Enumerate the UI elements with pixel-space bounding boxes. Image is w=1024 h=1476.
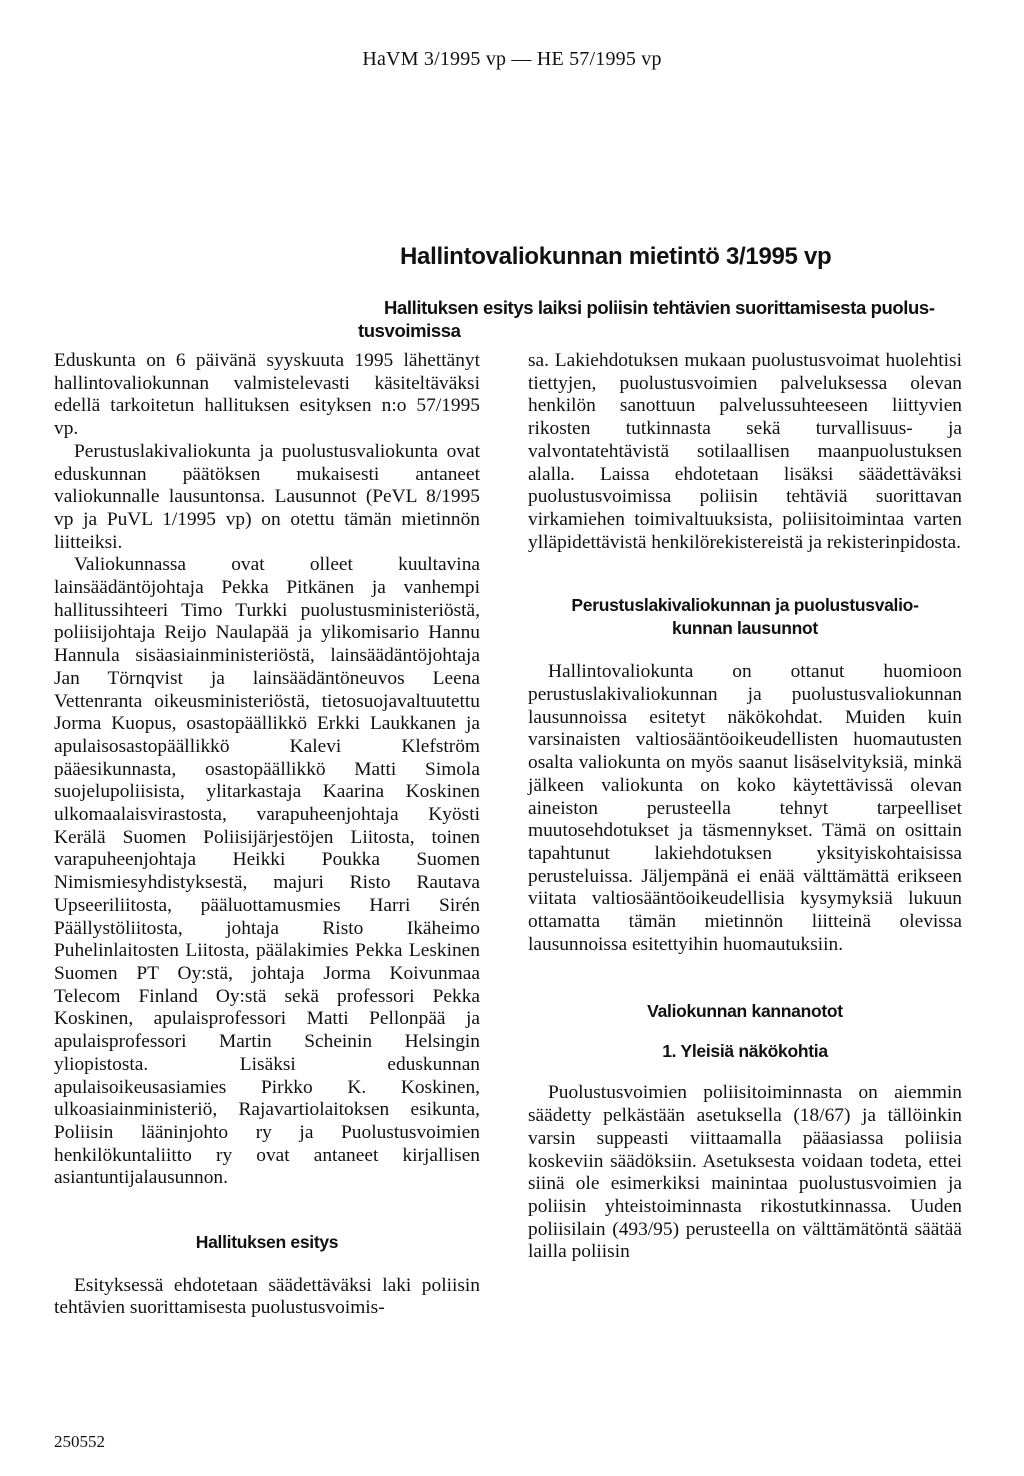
paragraph-proposal-continued: sa. Lakiehdotuksen mukaan puolustusvoimat huolehtisi tiettyjen, puolustusvoimien palveluksessa olevan henkilön sanottuun palvelussuhteeseen liittyvien rikosten tutkinnasta sekä turvallisuus- ja valvontatehtävistä sotilaallisen maanpuolustuksen alalla. Laissa ehdotetaan lisäksi säädettäväksi puolustusvoimissa poliisin tehtäviä suorittavan virkamiehen toimivaltuuksista, poliisitoimintaa varten ylläpidettävistä henkilörekistereistä ja rekisterinpidosta. bbox=[528, 350, 962, 553]
heading-hallituksen-esitys: Hallituksen esitys bbox=[195, 1232, 339, 1253]
paragraph-referral: Eduskunta on 6 päivänä syyskuuta 1995 lähettänyt hallintovaliokunnan valmistelevasti käsiteltäväksi edellä tarkoitetun hallituksen esityksen n:o 57/1995 vp. bbox=[54, 350, 480, 440]
subtitle-line-2: tusvoimissa bbox=[358, 320, 461, 341]
heading-committee-statements-line-1: Perustuslakivaliokunnan ja puolustusvalio- bbox=[571, 595, 919, 616]
right-column bbox=[528, 350, 962, 1264]
paragraph-considerations: Hallintovaliokunta on ottanut huomioon perustuslakivaliokunnan ja puolustusvaliokunnan lausunnoissa esitetyt näkökohdat. Muiden kuin varsinaisten valtiosääntöoikeudellisten huomautusten osalta valiokunta on myös saanut lisäselvityksiä, minkä jälkeen valiokunta on koko käytettävissä olevan aineiston perusteella tehnyt tarpeelliset muutosehdotukset ja täsmennykset. Tämä on osittain tapahtunut lakiehdotuksen yksityiskohtaisissa perusteluissa. Jäljempänä ei enää välttämättä erikseen viitata valtiosääntöoikeudellisia kysymyksiä lukuun ottamatta tämän mietinnön liitteinä olevissa lausunnoissa esitettyihin huomautuksiin. bbox=[528, 661, 962, 955]
paragraph-statements: Perustuslakivaliokunta ja puolustusvaliokunta ovat eduskunnan päätöksen mukaisesti antaneet valiokunnalle lausuntonsa. Lausunnot (PeVL 8/1995 vp ja PuVL 1/1995 vp) on otettu tämän mietinnön liitteiksi. bbox=[54, 440, 480, 553]
heading-committee-statements bbox=[528, 594, 962, 639]
subtitle-line-1: Hallituksen esitys laiksi poliisin tehtävien suorittamisesta puolus- bbox=[384, 297, 935, 318]
document-title: Hallintovaliokunnan mietintö 3/1995 vp bbox=[400, 243, 832, 270]
running-header: HaVM 3/1995 vp — HE 57/1995 vp bbox=[362, 48, 662, 70]
paragraph-experts: Valiokunnassa ovat olleet kuultavina lainsäädäntöjohtaja Pekka Pitkänen ja vanhempi hallitussihteeri Timo Turkki puolustusministeriöstä, poliisijohtaja Reijo Naulapää ja ylikomisario Hannu Hannula sisäasiainministeriöstä, lainsäädäntöjohtaja Jan Törnqvist ja lainsäädäntöneuvos Leena Vettenranta oikeusministeriöstä, tietosuojavaltuutettu Jorma Kuopus, osastopäällikkö Erkki Laukkanen ja apulaisosastopäällikkö Kalevi Klefström pääesikunnasta, osastopäällikkö Matti Simola suojelupoliisista, ylitarkastaja Kaarina Koskinen ulkomaalaisvirastosta, varapuheenjohtaja Kyösti Kerälä Suomen Poliisijärjestöjen Liitosta, toinen varapuheenjohtaja Heikki Poukka Suomen Nimismiesyhdistyksestä, majuri Risto Rautava Upseeriliitosta, pääluottamusmies Harri Sirén Päällystöliitosta, johtaja Risto Ikäheimo Puhelinlaitosten Liitosta, päälakimies Pekka Leskinen Suomen PT Oy:stä, johtaja Jorma Koivunmaa Telecom Finland Oy:stä sekä professori Pekka Koskinen, apulaisprofessori Matti Pellonpää ja apulaisprofessori Martin Scheinin Helsingin yliopistosta. Lisäksi eduskunnan apulaisoikeusasiamies Pirkko K. Koskinen, ulkoasiainministeriö, Rajavartiolaitoksen esikunta, Poliisin lääninjohto ry ja Puolustusvoimien henkilökuntaliitto ry ovat antaneet kirjallisen asiantuntijalausunnon. bbox=[54, 554, 480, 1189]
paragraph-proposal-start: Esityksessä ehdotetaan säädettäväksi laki poliisin tehtävien suorittamisesta puolustusvoimis- bbox=[54, 1274, 480, 1319]
heading-committee-statements-line-2: kunnan lausunnot bbox=[672, 617, 818, 638]
paragraph-general-aspects: Puolustusvoimien poliisitoiminnasta on aiemmin säädetty pelkästään asetuksella (18/67) ja tällöinkin varsin suppeasti viittaamalla pääasiassa poliisia koskeviin säädöksiin. Asetuksesta voidaan todeta, ettei siinä ole esimerkiksi mainintaa puolustusvoimien ja poliisin yhteistoiminnasta rikostutkinnassa. Uuden poliisilain (493/95) perusteella on välttämätöntä säätää lailla poliisin bbox=[528, 1082, 962, 1263]
left-column bbox=[54, 350, 480, 1320]
heading-committee-positions: Valiokunnan kannanotot bbox=[647, 1001, 843, 1022]
footer-code: 250552 bbox=[54, 1432, 105, 1451]
document-subtitle bbox=[358, 296, 952, 342]
heading-general-aspects: 1. Yleisiä näkökohtia bbox=[662, 1040, 828, 1061]
